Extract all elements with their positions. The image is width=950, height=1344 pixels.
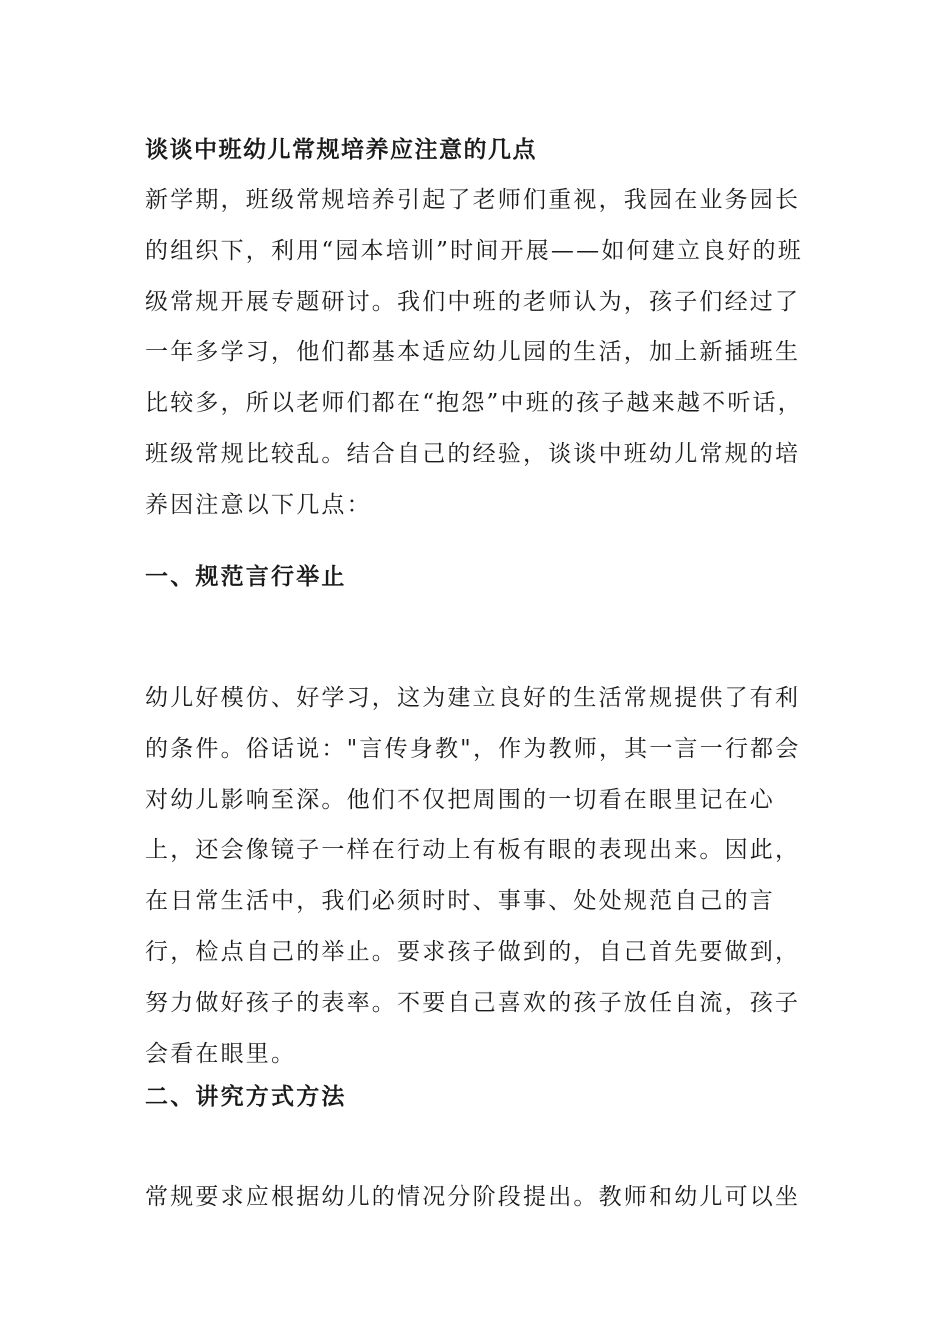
section-heading-1: 一、规范言行举止 [145, 563, 347, 590]
section-paragraph-2: 常规要求应根据幼儿的情况分阶段提出。教师和幼儿可以坐 [145, 1184, 801, 1210]
section-heading-2: 二、讲究方式方法 [145, 1083, 347, 1110]
document-title: 谈谈中班幼儿常规培养应注意的几点 [145, 136, 537, 163]
intro-paragraph: 新学期，班级常规培养引起了老师们重视，我园在业务园长的组织下，利用“园本培训”时间开展——如何建立良好的班级常规开展专题研讨。我们中班的老师认为，孩子们经过了一年多学习，他们都基本适应幼儿园的生活，加上新插班生比较多，所以老师们都在“抱怨”中班的孩子越来越不听话，班级常规比较乱。结合自己的经验，谈谈中班幼儿常规的培养因注意以下几点： [145, 187, 803, 518]
section-paragraph-1: 幼儿好模仿、好学习，这为建立良好的生活常规提供了有利的条件。俗话说："言传身教"，作为教师，其一言一行都会对幼儿影响至深。他们不仅把周围的一切看在眼里记在心上，还会像镜子一样在行动上有板有眼的表现出来。因此，在日常生活中，我们必须时时、事事、处处规范自己的言行，检点自己的举止。要求孩子做到的，自己首先要做到，努力做好孩子的表率。不要自己喜欢的孩子放任自流，孩子会看在眼里。 [145, 685, 801, 1067]
